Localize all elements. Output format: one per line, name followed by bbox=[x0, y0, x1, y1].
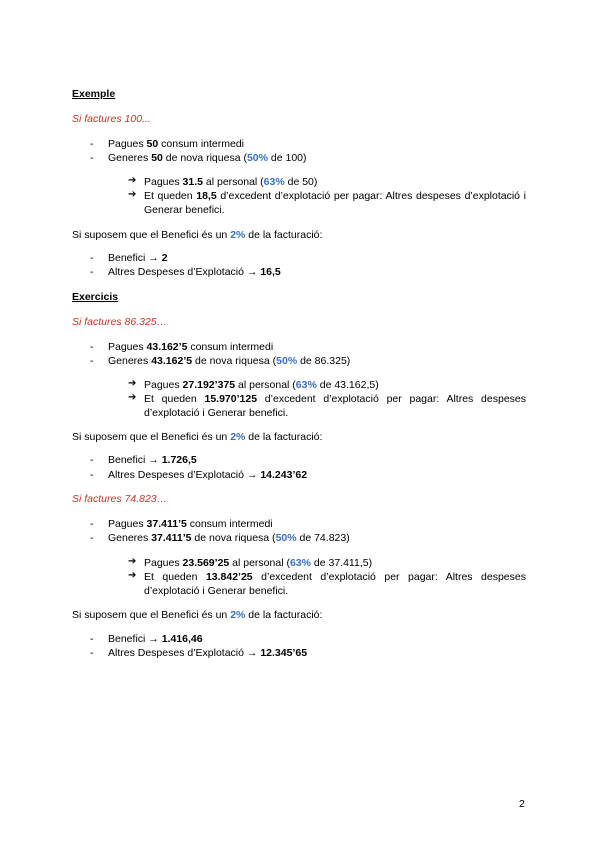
example-sub-1: Pagues 31.5 al personal (63% de 50) bbox=[144, 176, 318, 188]
bullet-dash-icon: - bbox=[90, 355, 94, 367]
arrow-bullet-icon: ➔ bbox=[128, 392, 137, 403]
exercises-heading: Exercicis bbox=[72, 291, 119, 303]
bullet-dash-icon: - bbox=[90, 341, 94, 353]
bullet-dash-icon: - bbox=[90, 532, 94, 544]
bullet-dash-icon: - bbox=[90, 518, 94, 530]
arrow-bullet-icon: ➔ bbox=[128, 570, 137, 581]
example-case-title: Si factures 100... bbox=[72, 113, 151, 125]
bullet-dash-icon: - bbox=[90, 454, 94, 466]
arrow-bullet-icon: ➔ bbox=[128, 189, 137, 200]
example-result-benefit: Benefici → 2 bbox=[108, 252, 168, 264]
exercise-2-bullet-1: Pagues 37.411’5 consum intermedi bbox=[108, 518, 273, 530]
example-sub-2: Et queden 18,5 d’excedent d’explotació per pagar: Altres despeses d’explotació i Generar benefici. bbox=[144, 190, 526, 216]
bullet-dash-icon: - bbox=[90, 647, 94, 659]
example-assumption: Si suposem que el Benefici és un 2% de la facturació: bbox=[72, 229, 323, 241]
arrow-bullet-icon: ➔ bbox=[128, 556, 137, 567]
exercise-2-case-title: Si factures 74.823… bbox=[72, 493, 168, 505]
exercise-2-result-benefit: Benefici → 1.416,46 bbox=[108, 633, 203, 645]
exercise-2-result-expenses: Altres Despeses d’Explotació → 12.345’65 bbox=[108, 647, 308, 659]
arrow-bullet-icon: ➔ bbox=[128, 378, 137, 389]
page-number: 2 bbox=[519, 798, 525, 810]
exercise-1-bullet-1: Pagues 43.162’5 consum intermedi bbox=[108, 341, 274, 353]
exercise-2-assumption: Si suposem que el Benefici és un 2% de la facturació: bbox=[72, 609, 323, 621]
exercise-1-bullet-2: Generes 43.162’5 de nova riquesa (50% de 86.325) bbox=[108, 355, 351, 367]
exercise-1-sub-2: Et queden 15.970’125 d’excedent d’explotació per pagar: Altres despeses d’explotació i Generar benefici. bbox=[144, 393, 526, 419]
arrow-bullet-icon: ➔ bbox=[128, 175, 137, 186]
exercise-1-assumption: Si suposem que el Benefici és un 2% de la facturació: bbox=[72, 431, 323, 443]
exercise-2-sub-1: Pagues 23.569’25 al personal (63% de 37.411,5) bbox=[144, 557, 373, 569]
exercise-1-result-expenses: Altres Despeses d’Explotació → 14.243’62 bbox=[108, 469, 308, 481]
bullet-dash-icon: - bbox=[90, 469, 94, 481]
bullet-dash-icon: - bbox=[90, 252, 94, 264]
exercise-1-case-title: Si factures 86.325… bbox=[72, 316, 168, 328]
example-bullet-2: Generes 50 de nova riquesa (50% de 100) bbox=[108, 152, 307, 164]
bullet-dash-icon: - bbox=[90, 266, 94, 278]
exercise-2-sub-2: Et queden 13.842’25 d’excedent d’explotació per pagar: Altres despeses d’explotació i Generar benefici. bbox=[144, 571, 526, 597]
bullet-dash-icon: - bbox=[90, 633, 94, 645]
exercise-1-sub-1: Pagues 27.192’375 al personal (63% de 43.162,5) bbox=[144, 379, 379, 391]
bullet-dash-icon: - bbox=[90, 138, 94, 150]
example-heading: Exemple bbox=[72, 88, 116, 100]
bullet-dash-icon: - bbox=[90, 152, 94, 164]
example-bullet-1: Pagues 50 consum intermedi bbox=[108, 138, 245, 150]
exercise-1-result-benefit: Benefici → 1.726,5 bbox=[108, 454, 197, 466]
example-result-expenses: Altres Despeses d’Explotació → 16,5 bbox=[108, 266, 281, 278]
exercise-2-bullet-2: Generes 37.411’5 de nova riquesa (50% de 74.823) bbox=[108, 532, 350, 544]
